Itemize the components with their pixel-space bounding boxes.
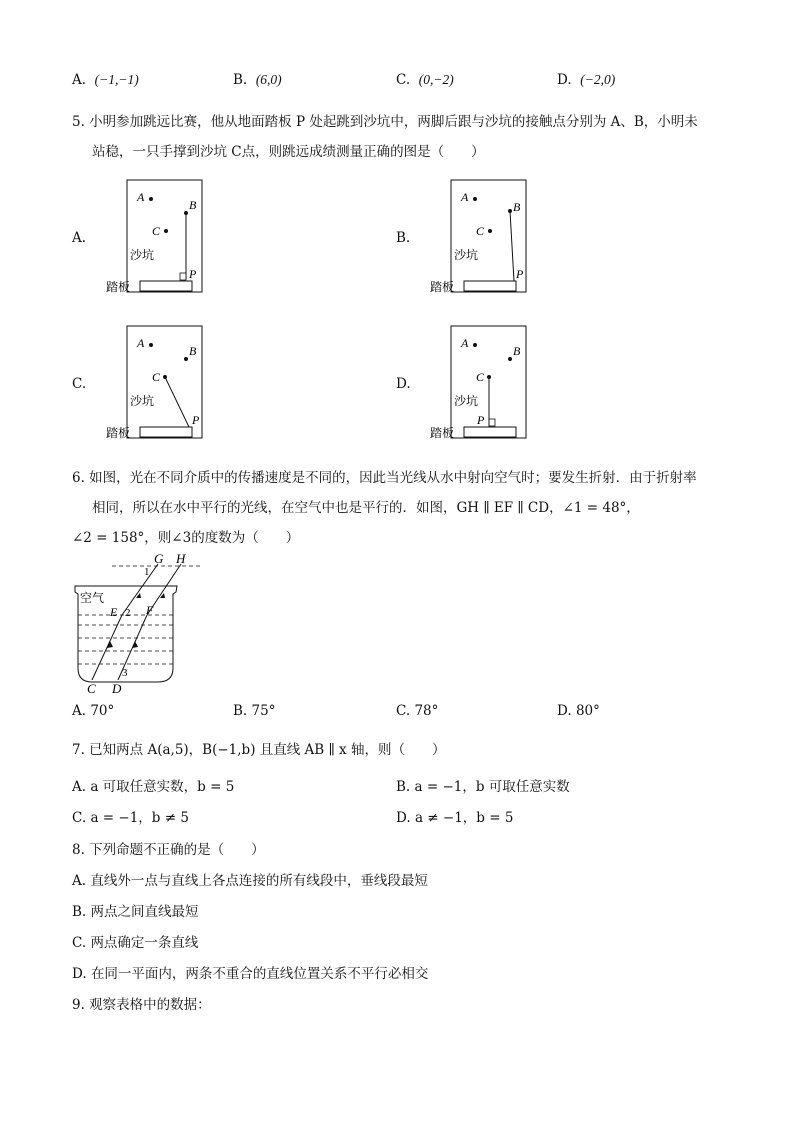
q7-option-c [72, 806, 189, 826]
q4-option-a-label: A. [72, 72, 87, 88]
q6-option-b-value: 75° [251, 703, 276, 719]
q4-option-d [557, 72, 615, 88]
point-a-label: A [461, 190, 469, 204]
q8-option-b-value: 两点之间直线最短 [90, 904, 199, 920]
point-c-label: C [476, 370, 485, 384]
sand-pit-label: 沙坑 [130, 394, 155, 408]
q7-option-d-label: D. [396, 810, 411, 826]
q6-option-c-value: 78° [414, 703, 439, 719]
point-b [508, 357, 512, 361]
point-b-label: B [513, 200, 521, 214]
point-b-label: B [189, 198, 197, 212]
q4-option-a [72, 72, 139, 88]
q7-option-a-label: A. [72, 779, 87, 795]
q8-option-a [72, 869, 428, 889]
q8-option-a-label: A. [72, 873, 87, 889]
sand-pit-label: 沙坑 [454, 248, 479, 262]
board [140, 427, 192, 437]
q5-figure-b [424, 175, 534, 300]
point-p-label: P [189, 267, 197, 281]
angle-2-label: 2 [125, 607, 131, 619]
q5-stem-line1: 5. 小明参加跳远比赛，他从地面踏板 P 处起跳到沙坑中，两脚后跟与沙坑的接触点分别为 A、B，小明未 [72, 114, 698, 130]
point-a-label: A [137, 336, 145, 350]
q5-option-a-label: A. [72, 230, 87, 246]
point-c-label: C [87, 681, 96, 696]
q8-option-b [72, 900, 199, 920]
right-angle-mark [489, 419, 495, 426]
q7-option-a-value: a 可取任意实数，b = 5 [90, 779, 235, 795]
point-f-label: F [146, 603, 154, 617]
q6-stem-line1: 6. 如图，光在不同介质中的传播速度是不同的，因此当光线从水中射向空气时；要发生折射．由于折射率 [72, 470, 697, 486]
point-a [473, 197, 477, 201]
q7-option-c-label: C. [72, 810, 87, 826]
q8-option-a-value: 直线外一点与直线上各点连接的所有线段中，垂线段最短 [90, 873, 428, 889]
point-p-label: P [516, 267, 524, 281]
q8-option-c [72, 931, 198, 951]
point-c [488, 229, 492, 233]
q6-option-d [557, 703, 600, 719]
q4-option-c [396, 72, 454, 88]
q5-figure-c [100, 321, 210, 446]
q8-stem: 8. 下列命题不正确的是（ ） [72, 842, 265, 858]
q8-option-d [72, 962, 428, 982]
q5-figure-d [424, 321, 534, 446]
q6-option-c-label: C. [396, 703, 411, 719]
sand-pit-label: 沙坑 [454, 394, 479, 408]
point-p-label: P [477, 413, 485, 427]
board-label: 踏板 [430, 280, 455, 294]
board [464, 281, 516, 291]
q5-option-d-label: D. [396, 376, 411, 392]
point-c-label: C [152, 224, 161, 238]
point-a [473, 343, 477, 347]
q8-option-d-label: D. [72, 966, 87, 982]
q5-option-c-label: C. [72, 376, 87, 392]
q5-stem-line2: 站稳，一只手撑到沙坑 C点，则跳远成绩测量正确的图是（ ） [92, 144, 485, 160]
q4-option-b [233, 72, 282, 88]
q7-option-d [396, 806, 513, 826]
angle-1-label: 1 [144, 566, 150, 578]
right-angle-mark [180, 273, 186, 280]
q4-option-d-value: (−2,0) [580, 72, 616, 87]
q6-option-a [72, 703, 114, 719]
q4-option-b-value: (6,0) [255, 72, 282, 87]
q7-option-c-value: a = −1，b ≠ 5 [90, 810, 189, 826]
q7-option-a [72, 775, 234, 795]
air-label: 空气 [80, 591, 105, 605]
q4-option-b-label: B. [233, 72, 248, 88]
arrow-icon [132, 641, 138, 648]
board [140, 281, 192, 291]
point-a [149, 197, 153, 201]
point-c [164, 229, 168, 233]
point-p-label: P [192, 413, 200, 427]
q6-option-d-value: 80° [575, 703, 600, 719]
q6-option-a-value: 70° [90, 703, 115, 719]
q6-figure [70, 548, 210, 698]
point-b-label: B [513, 344, 521, 358]
board-label: 踏板 [430, 426, 455, 440]
q7-stem: 7. 已知两点 A(a,5)，B(−1,b) 且直线 AB ∥ x 轴，则（ ） [72, 742, 446, 758]
q5-option-b-label: B. [396, 230, 411, 246]
point-c-label: C [476, 224, 485, 238]
q9-stem: 9. 观察表格中的数据： [72, 997, 211, 1013]
q4-option-d-label: D. [557, 72, 572, 88]
point-a-label: A [137, 190, 145, 204]
measure-line [165, 377, 189, 427]
q7-option-b-value: a = −1，b 可取任意实数 [414, 779, 570, 795]
q6-option-b-label: B. [233, 703, 248, 719]
point-e-label: E [110, 605, 118, 619]
q6-stem-line3: ∠2 = 158°，则∠3的度数为（ ） [72, 530, 300, 546]
q4-option-c-value: (0,−2) [418, 72, 454, 87]
q4-option-a-value: (−1,−1) [94, 72, 139, 87]
q6-option-a-label: A. [72, 703, 87, 719]
q7-option-d-value: a ≠ −1，b = 5 [414, 810, 514, 826]
board-label: 踏板 [106, 280, 131, 294]
board-label: 踏板 [106, 426, 131, 440]
point-h-label: H [176, 551, 186, 566]
point-d-label: D [112, 681, 122, 696]
point-a-label: A [461, 336, 469, 350]
angle-3-label: 3 [122, 667, 128, 679]
q6-option-c [396, 703, 438, 719]
point-b-label: B [189, 344, 197, 358]
q8-option-c-value: 两点确定一条直线 [90, 935, 199, 951]
point-c-label: C [152, 370, 161, 384]
q6-option-b [233, 703, 275, 719]
point-g-label: G [154, 551, 164, 566]
point-b [184, 357, 188, 361]
point-a [149, 343, 153, 347]
q7-option-b-label: B. [396, 779, 411, 795]
q6-stem-line2: 相同，所以在水中平行的光线，在空气中也是平行的．如图，GH ∥ EF ∥ CD，∠1 = 48°， [92, 500, 640, 516]
board [464, 427, 516, 437]
sand-pit-label: 沙坑 [130, 248, 155, 262]
q8-option-b-label: B. [72, 904, 87, 920]
q7-option-b [396, 775, 570, 795]
q6-option-d-label: D. [557, 703, 572, 719]
q4-option-c-label: C. [396, 72, 411, 88]
q8-option-c-label: C. [72, 935, 87, 951]
q5-figure-a [100, 175, 210, 300]
q8-option-d-value: 在同一平面内，两条不重合的直线位置关系不平行必相交 [90, 966, 429, 982]
measure-line [510, 211, 514, 281]
